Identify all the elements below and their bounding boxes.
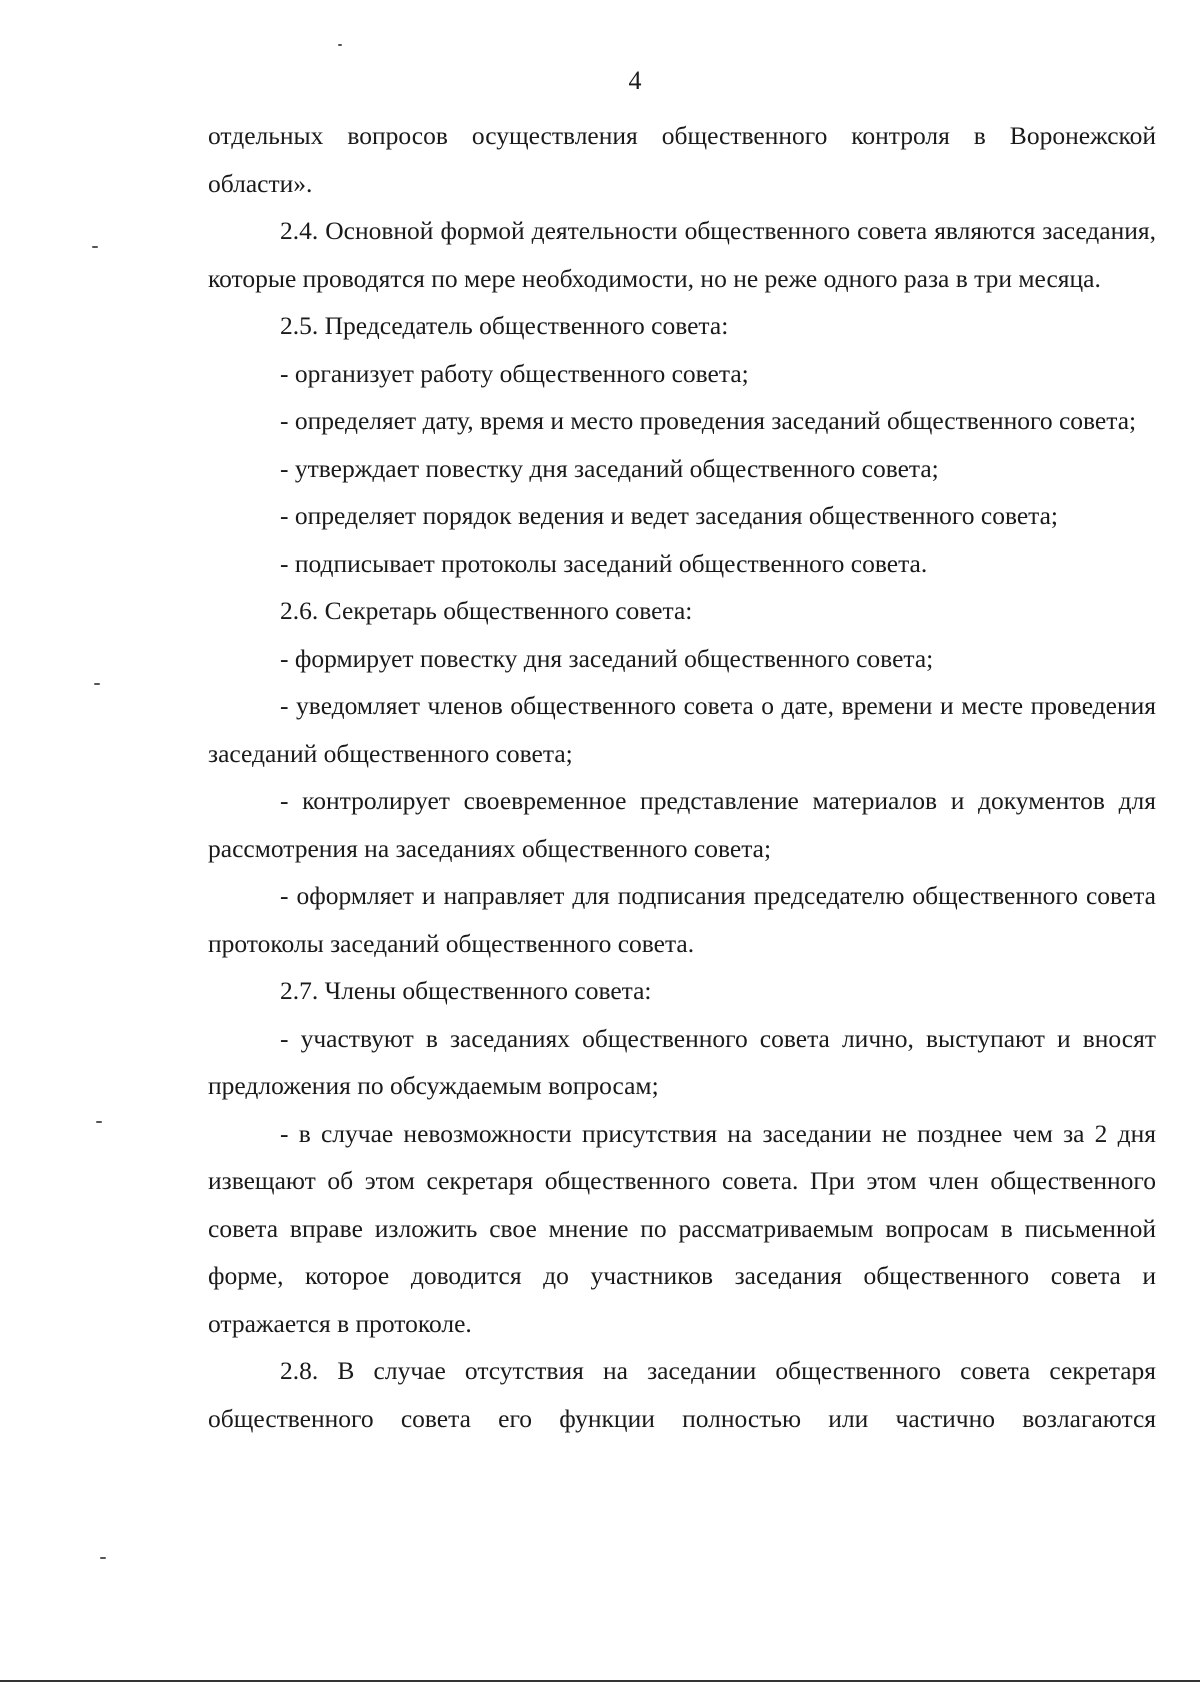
scan-speck — [94, 683, 100, 685]
scan-speck — [92, 246, 98, 248]
list-item: - определяет порядок ведения и ведет заседания общественного совета; — [280, 501, 1059, 530]
list-item: - в случае невозможности присутствия на заседании не позднее чем за 2 дня извещают об этом секретаря общественного совета. При этом член общественного совета вправе изложить свое мнение по рассматриваемым вопросам в письменной форме, которое доводится до участников заседания общественного совета и отражается в протоколе. — [208, 1118, 1156, 1338]
page-number: 4 — [628, 66, 642, 95]
scan-speck — [96, 1121, 102, 1123]
list-item: - уведомляет членов общественного совета о дате, времени и месте проведения заседаний общественного совета; — [208, 691, 1156, 768]
list-item: - подписывает протоколы заседаний общественного совета. — [280, 548, 928, 578]
list-item: - оформляет и направляет для подписания председателю общественного совета протоколы заседаний общественного совета. — [208, 881, 1156, 958]
paragraph-2-7: 2.7. Члены общественного совета: — [280, 976, 652, 1005]
list-item: - определяет дату, время и место проведения заседаний общественного совета; — [280, 406, 1137, 435]
paragraph-2-5: 2.5. Председатель общественного совета: — [280, 311, 729, 340]
paragraph-2-8: 2.8. В случае отсутствия на заседании общественного совета секретаря общественного совета его функции полностью или частично возлагаются — [208, 1356, 1156, 1433]
scan-speck — [100, 1557, 106, 1559]
paragraph-2-4: 2.4. Основной формой деятельности общественного совета являются заседания, которые проводятся по мере необходимости, но не реже одного раза в три месяца. — [208, 216, 1156, 293]
list-item: - формирует повестку дня заседаний общественного совета; — [280, 643, 934, 673]
document-body — [208, 112, 1156, 1442]
list-item: - утверждает повестку дня заседаний общественного совета; — [280, 453, 939, 483]
list-item: - участвуют в заседаниях общественного совета лично, выступают и вносят предложения по обсуждаемым вопросам; — [208, 1023, 1156, 1100]
paragraph-continuation: отдельных вопросов осуществления общественного контроля в Воронежской области». — [208, 121, 1156, 198]
scan-speck — [338, 44, 342, 46]
scan-edge-line — [0, 1680, 1200, 1682]
list-item: - контролирует своевременное представление материалов и документов для рассмотрения на заседаниях общественного совета; — [208, 786, 1156, 863]
paragraph-2-6: 2.6. Секретарь общественного совета: — [280, 596, 693, 625]
list-item: - организует работу общественного совета; — [280, 358, 749, 388]
